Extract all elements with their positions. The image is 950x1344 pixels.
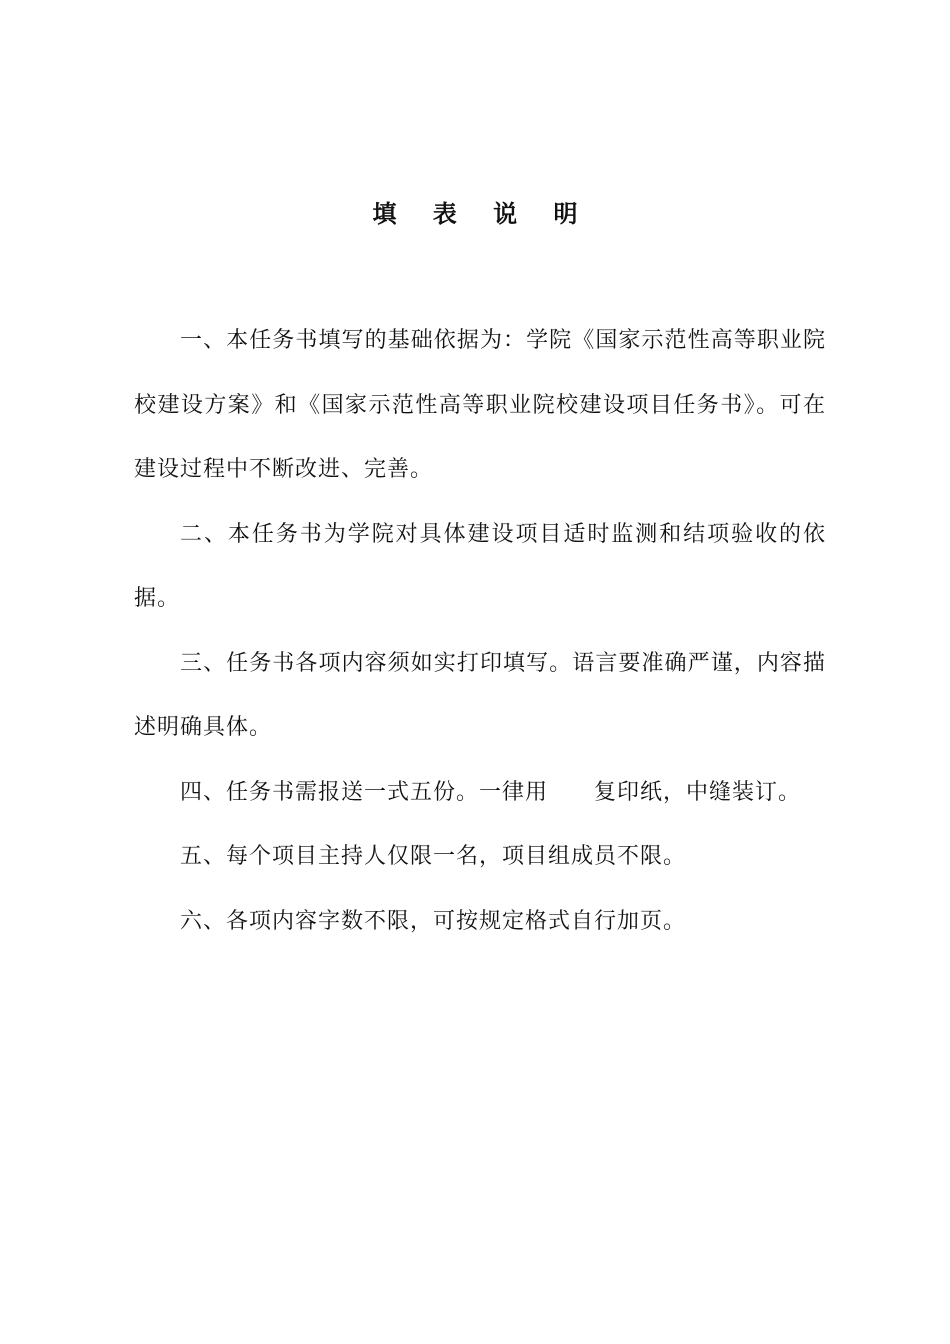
instruction-paragraph-4-part-2: 复印纸，中缝装订。	[594, 779, 802, 805]
instruction-paragraph-2: 二、本任务书为学院对具体建设项目适时监测和结项验收的依据。	[134, 521, 826, 611]
instruction-paragraph-1: 一、本任务书填写的基础依据为：学院《国家示范性高等职业院校建设方案》和《国家示范性高等职业院校建设项目任务书》。可在建设过程中不断改进、完善。	[134, 328, 826, 482]
instructions-body	[134, 309, 826, 954]
instruction-paragraph-5: 五、每个项目主持人仅限一名，项目组成员不限。	[180, 844, 687, 869]
instruction-paragraph-6: 六、各项内容字数不限，可按规定格式自行加页。	[180, 908, 687, 934]
instruction-paragraph-3: 三、任务书各项内容须如实打印填写。语言要准确严谨，内容描述明确具体。	[134, 650, 826, 740]
instruction-paragraph-4	[134, 761, 826, 826]
instruction-paragraph-4-part-1: 四、任务书需报送一式五份。一律用	[180, 779, 549, 805]
page-title: 填 表 说 明	[372, 200, 592, 228]
